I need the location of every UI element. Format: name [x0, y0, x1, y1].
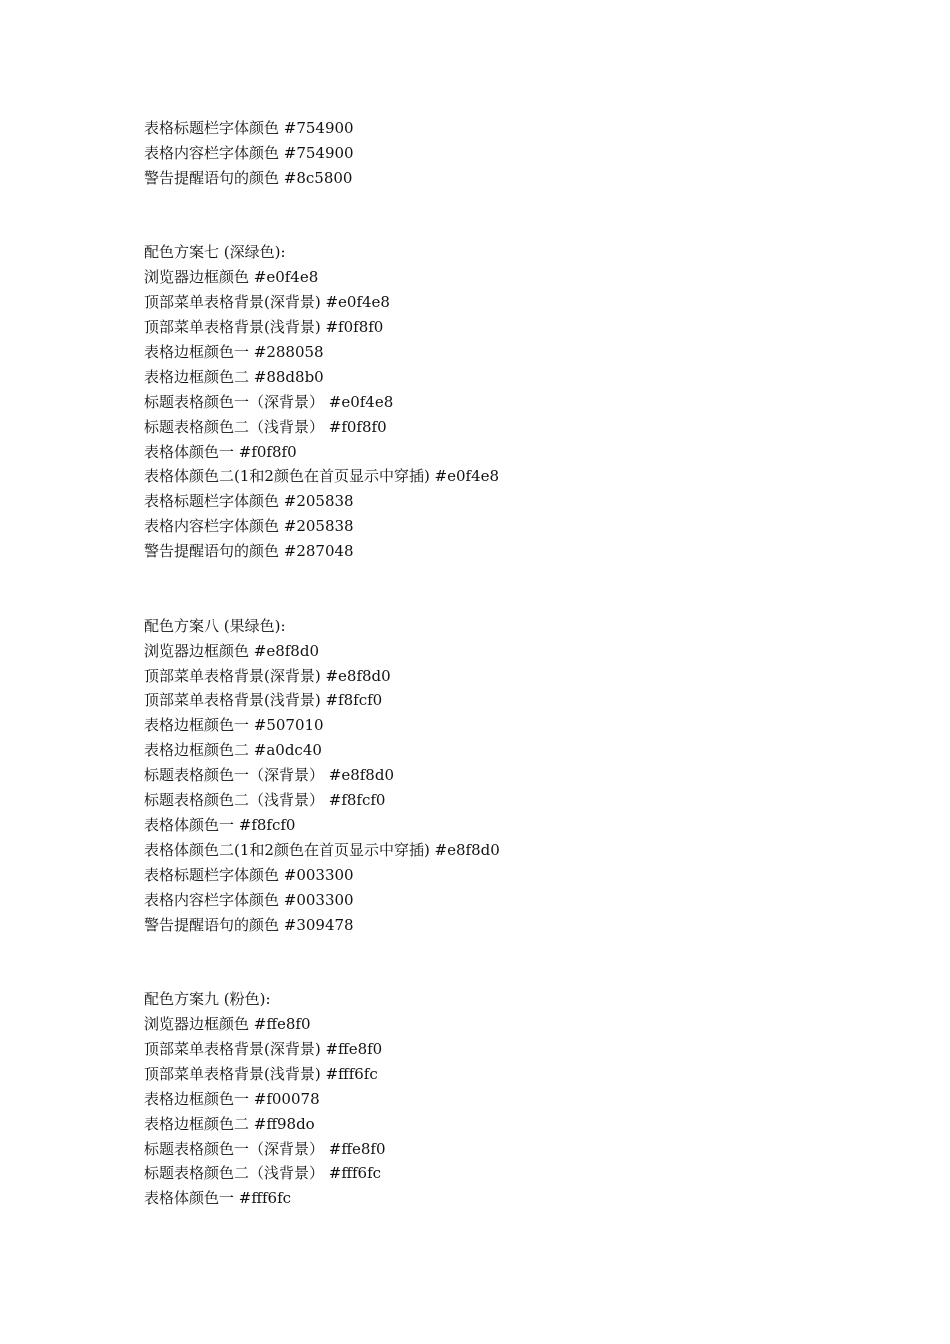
color-entry: 浏览器边框颜色 #ffe8f0	[144, 1015, 311, 1034]
color-entry: 表格体颜色二(1和2颜色在首页显示中穿插) #e0f4e8	[144, 467, 500, 486]
color-entry: 警告提醒语句的颜色 #8c5800	[144, 168, 353, 187]
color-scheme-block-7	[144, 240, 904, 564]
color-entry: 标题表格颜色二（浅背景） #fff6fc	[144, 1164, 382, 1183]
color-entry: 表格边框颜色一 #507010	[144, 716, 324, 735]
color-entry: 顶部菜单表格背景(深背景) #e0f4e8	[144, 293, 390, 312]
color-entry: 警告提醒语句的颜色 #309478	[144, 915, 354, 934]
color-entry: 标题表格颜色一（深背景） #ffe8f0	[144, 1139, 386, 1158]
color-entry: 浏览器边框颜色 #e0f4e8	[144, 268, 319, 287]
color-entry: 表格体颜色二(1和2颜色在首页显示中穿插) #e8f8d0	[144, 840, 500, 859]
color-entry: 表格边框颜色一 #f00078	[144, 1089, 320, 1108]
color-entry: 表格体颜色一 #fff6fc	[144, 1189, 292, 1208]
spacer	[144, 589, 904, 614]
document-page	[144, 116, 904, 1211]
color-entry: 表格边框颜色二 #a0dc40	[144, 741, 322, 760]
scheme-heading: 配色方案九 (粉色):	[144, 990, 271, 1009]
color-entry: 标题表格颜色二（浅背景） #f8fcf0	[144, 791, 386, 810]
color-entry: 顶部菜单表格背景(浅背景) #fff6fc	[144, 1064, 378, 1083]
color-entry: 表格标题栏字体颜色 #205838	[144, 492, 354, 511]
color-entry: 标题表格颜色一（深背景） #e8f8d0	[144, 766, 394, 785]
color-entry: 表格边框颜色二 #ff98do	[144, 1114, 315, 1133]
color-entry: 浏览器边框颜色 #e8f8d0	[144, 641, 319, 660]
spacer	[144, 937, 904, 962]
color-entry: 顶部菜单表格背景(深背景) #ffe8f0	[144, 1039, 383, 1058]
color-scheme-block-8	[144, 614, 904, 938]
color-entry: 表格体颜色一 #f8fcf0	[144, 815, 296, 834]
spacer	[144, 564, 904, 589]
spacer	[144, 191, 904, 216]
color-entry: 警告提醒语句的颜色 #287048	[144, 542, 354, 561]
color-entry: 表格内容栏字体颜色 #003300	[144, 890, 354, 909]
scheme-heading: 配色方案七 (深绿色):	[144, 243, 286, 262]
color-scheme-block-continued	[144, 116, 904, 191]
color-entry: 表格边框颜色一 #288058	[144, 343, 324, 362]
color-entry: 表格体颜色一 #f0f8f0	[144, 442, 297, 461]
color-entry: 表格边框颜色二 #88d8b0	[144, 367, 324, 386]
color-entry: 标题表格颜色一（深背景） #e0f4e8	[144, 392, 394, 411]
color-entry: 表格内容栏字体颜色 #754900	[144, 143, 354, 162]
color-entry: 标题表格颜色二（浅背景） #f0f8f0	[144, 417, 387, 436]
color-entry: 表格标题栏字体颜色 #003300	[144, 865, 354, 884]
spacer	[144, 216, 904, 241]
scheme-heading: 配色方案八 (果绿色):	[144, 616, 286, 635]
color-entry: 顶部菜单表格背景(浅背景) #f0f8f0	[144, 318, 384, 337]
color-entry: 顶部菜单表格背景(浅背景) #f8fcf0	[144, 691, 383, 710]
color-entry: 顶部菜单表格背景(深背景) #e8f8d0	[144, 666, 391, 685]
color-entry: 表格内容栏字体颜色 #205838	[144, 517, 354, 536]
color-entry: 表格标题栏字体颜色 #754900	[144, 119, 354, 137]
color-scheme-block-9	[144, 987, 904, 1211]
spacer	[144, 962, 904, 987]
